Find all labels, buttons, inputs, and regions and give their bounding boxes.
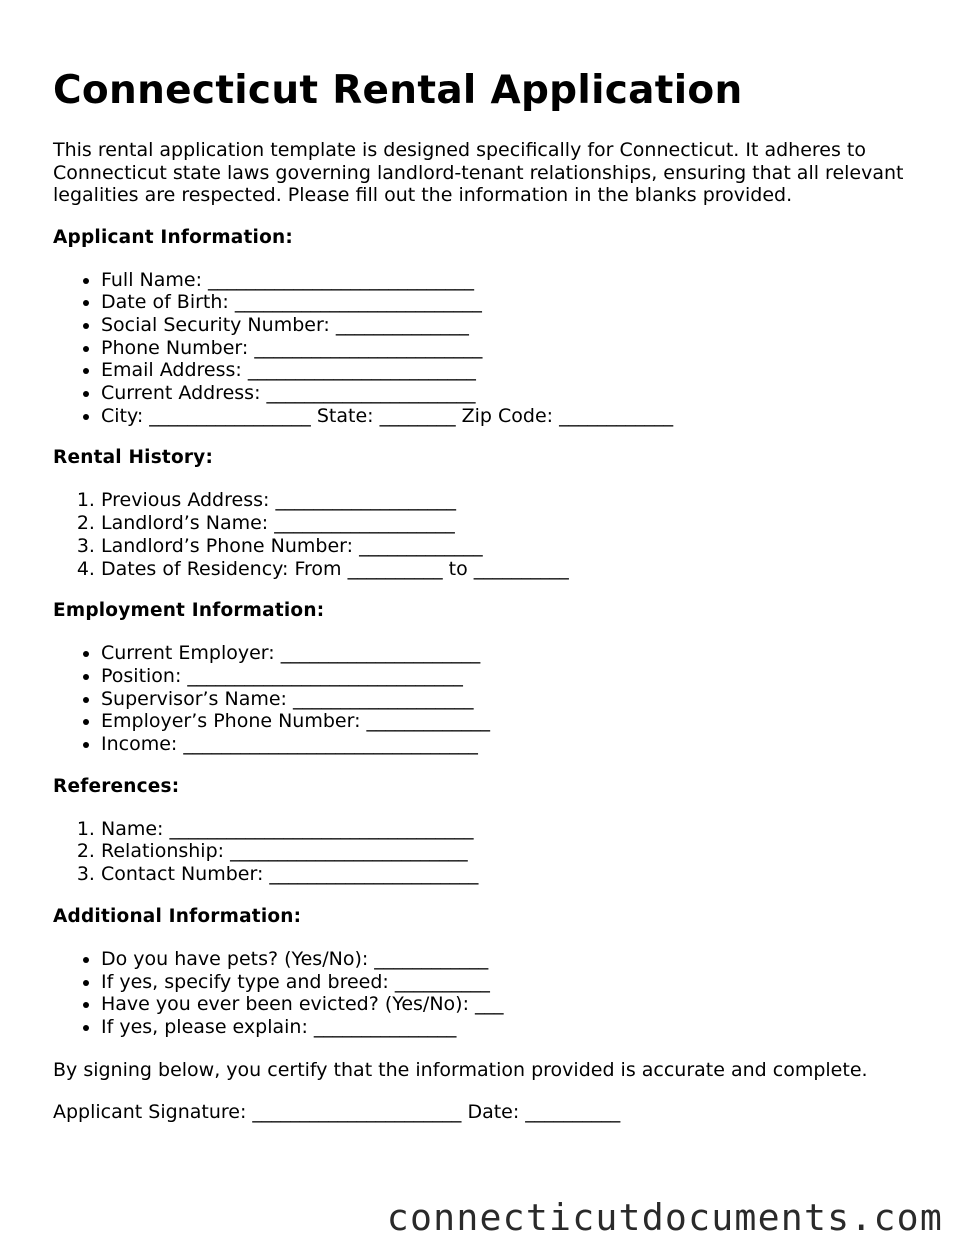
applicant-full-name: • Full Name: ____________________________	[101, 269, 923, 292]
additional-heading: Additional Information:	[53, 905, 302, 927]
employment-list	[53, 642, 923, 756]
rental-previous-address: 1. Previous Address: ___________________	[101, 489, 923, 512]
intro-paragraph: This rental application template is designed specifically for Connecticut. It adheres to Connecticut state laws governing landlord-tenant relationships, ensuring that all relevant legalities are respected. Please fill out the information in the blanks provided.	[53, 139, 904, 206]
employment-supervisor-name: • Supervisor’s Name: ___________________	[101, 688, 923, 711]
additional-explain: • If yes, please explain: _______________	[101, 1016, 923, 1039]
additional-pet-type: • If yes, specify type and breed: __________	[101, 971, 923, 994]
applicant-email: • Email Address: ________________________	[101, 359, 923, 382]
additional-pets: • Do you have pets? (Yes/No): ____________	[101, 948, 923, 971]
employment-heading: Employment Information:	[53, 600, 325, 622]
employment-position: • Position: _____________________________	[101, 665, 923, 688]
references-list	[53, 818, 923, 886]
signature-line: Applicant Signature: ______________________ Date: __________	[53, 1101, 621, 1124]
reference-contact-number: 3. Contact Number: ______________________	[101, 863, 923, 886]
rental-landlord-phone: 3. Landlord’s Phone Number: _____________	[101, 535, 923, 558]
references-heading: References:	[53, 775, 180, 797]
additional-evicted: • Have you ever been evicted? (Yes/No): ___	[101, 993, 923, 1016]
rental-dates-of-residency: 4. Dates of Residency: From __________ to __________	[101, 558, 923, 581]
employment-employer-phone: • Employer’s Phone Number: _____________	[101, 710, 923, 733]
rental-landlord-name: 2. Landlord’s Name: ___________________	[101, 512, 923, 535]
applicant-city-state-zip: • City: _________________ State: ________ Zip Code: ____________	[101, 405, 923, 428]
reference-name: 1. Name: ________________________________	[101, 818, 923, 841]
applicant-date-of-birth: • Date of Birth: __________________________	[101, 291, 923, 314]
applicant-phone: • Phone Number: ________________________	[101, 337, 923, 360]
certification-statement: By signing below, you certify that the information provided is accurate and complete.	[53, 1058, 868, 1081]
employment-current-employer: • Current Employer: _____________________	[101, 642, 923, 665]
document-page	[53, 62, 923, 1124]
applicant-current-address: • Current Address: ______________________	[101, 382, 923, 405]
applicant-list	[53, 269, 923, 428]
rental-history-heading: Rental History:	[53, 447, 214, 469]
applicant-heading: Applicant Information:	[53, 226, 293, 248]
employment-income: • Income: _______________________________	[101, 733, 923, 756]
document-title: Connecticut Rental Application	[53, 68, 743, 113]
rental-history-list	[53, 489, 923, 580]
applicant-ssn: • Social Security Number: ______________	[101, 314, 923, 337]
reference-relationship: 2. Relationship: _________________________	[101, 840, 923, 863]
additional-list	[53, 948, 923, 1039]
watermark-text: connecticutdocuments.com	[386, 1196, 943, 1239]
